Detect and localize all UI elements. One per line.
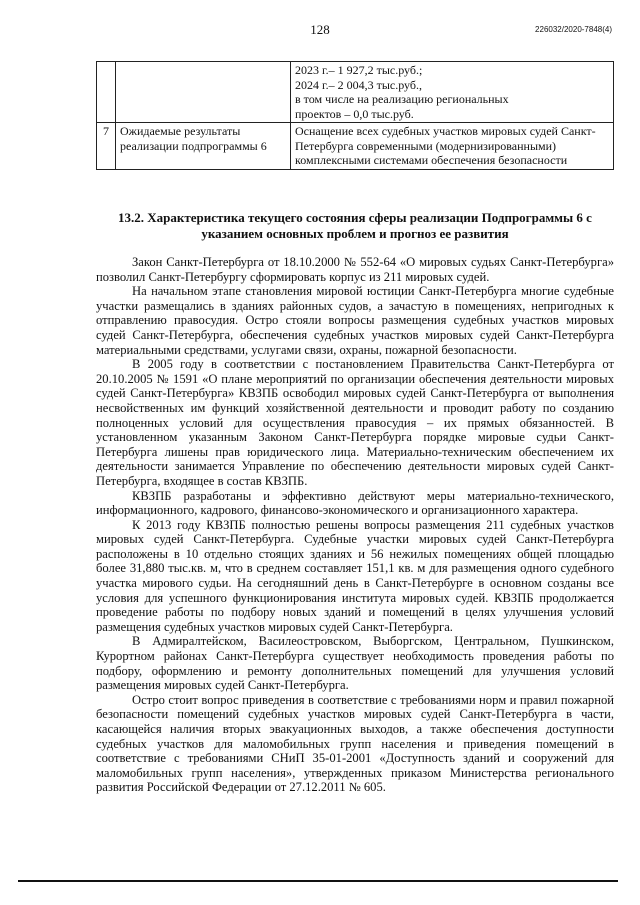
document-code: 226032/2020-7848(4) — [535, 25, 612, 34]
paragraph: На начальном этапе становления мировой юстиции Санкт-Петербурга многие судебные участки размещались в зданиях районных судов, а зачастую в помещениях, непригодных к отправлению правосудия. Остро стояли вопросы размещения судебных участков мировых судей Санкт-Петербурга, обеспечения судебных участков мировых судей Санкт-Петербурга материальными средствами, услугами связи, охраны, пожарной безопасности. — [96, 284, 614, 357]
row-label: Ожидаемые результаты реализации подпрограммы 6 — [116, 123, 291, 170]
subprogram-passport-table — [96, 61, 614, 170]
scan-edge-line — [18, 880, 618, 882]
body-text — [96, 255, 614, 795]
funding-line: 2023 г.– 1 927,2 тыс.руб.; — [295, 63, 423, 77]
table-row — [97, 123, 614, 170]
table-row — [97, 62, 614, 123]
section-title: 13.2. Характеристика текущего состояния сферы реализации Подпрограммы 6 с указанием основных проблем и прогноз ее развития — [118, 210, 592, 241]
page-number: 128 — [310, 22, 330, 37]
paragraph: Остро стоит вопрос приведения в соответствие с требованиями норм и правил пожарной безопасности помещений судебных участков мировых судей Санкт-Петербурга в части, касающейся наличия вторых эвакуационных выходов, а также обеспечения доступности судебных участков для маломобильных групп населения и приведения помещений в соответствие с требованиями СНиП 35-01-2001 «Доступность зданий и сооружений для маломобильных групп населения», утвержденных приказом Министерства регионального развития Российской Федерации от 27.12.2011 № 605. — [96, 692, 614, 795]
paragraph: В 2005 году в соответствии с постановлением Правительства Санкт-Петербурга от 20.10.2005 № 1591 «О плане мероприятий по организации обеспечения деятельности мировых судей Санкт-Петербурга» КВЗПБ освободил мировых судей Санкт-Петербурга от выполнения несвойственных им функций хозяйственной деятельности и проводит работу по созданию полноценных условий для осуществления правосудия – их прямых обязанностей. В установленном указанным Законом Санкт-Петербурга порядке мировые судьи Санкт-Петербурга лишены прав юридического лица. Материально-техническим обеспечением их деятельности занимается Управление по обеспечению деятельности мировых судей Санкт-Петербурга, входящее в состав КВЗПБ. — [96, 357, 614, 488]
row-number: 7 — [97, 123, 116, 170]
row-number — [97, 62, 116, 123]
paragraph: В Адмиралтейском, Василеостровском, Выборгском, Центральном, Пушкинском, Курортном районах Санкт-Петербурга существует необходимость проведения работы по подбору, оформлению и ремонту дополнительных помещений для улучшения условий размещения мировых судей Санкт-Петербурга. — [96, 634, 614, 693]
funding-line: проектов – 0,0 тыс.руб. — [295, 106, 414, 121]
funding-line: в том числе на реализацию региональных — [295, 92, 509, 106]
paragraph: КВЗПБ разработаны и эффективно действуют меры материально-технического, информационного, кадрового, финансово-экономического и организационного характера. — [96, 488, 614, 518]
funding-line: 2024 г.– 2 004,3 тыс.руб., — [295, 77, 422, 92]
row-value: Оснащение всех судебных участков мировых судей Санкт-Петербурга современными (модернизированными) комплексными системами обеспечения безопасности — [291, 123, 614, 170]
row-label — [116, 62, 291, 123]
paragraph: Закон Санкт-Петербурга от 18.10.2000 № 552-64 «О мировых судьях Санкт-Петербурга» позволил Санкт-Петербургу сформировать корпус из 211 мировых судей. — [96, 255, 614, 284]
paragraph: К 2013 году КВЗПБ полностью решены вопросы размещения 211 судебных участков мировых судей Санкт-Петербурга. Судебные участки мировых судей Санкт-Петербурга расположены в 10 отдельно стоящих зданиях и 56 нежилых помещениях общей площадью более 31,880 тыс.кв. м, что в среднем составляет 151,1 кв. м для размещения одного судебного участка мирового судьи. На сегодняшний день в Санкт-Петербурге в основном созданы все условия для успешного функционирования института мировых судей. КВЗПБ продолжается проведение работы по подбору новых зданий и помещений в целях улучшения условий размещения судебных участков мировых судей Санкт-Петербурга. — [96, 517, 614, 634]
row-value — [291, 62, 614, 123]
